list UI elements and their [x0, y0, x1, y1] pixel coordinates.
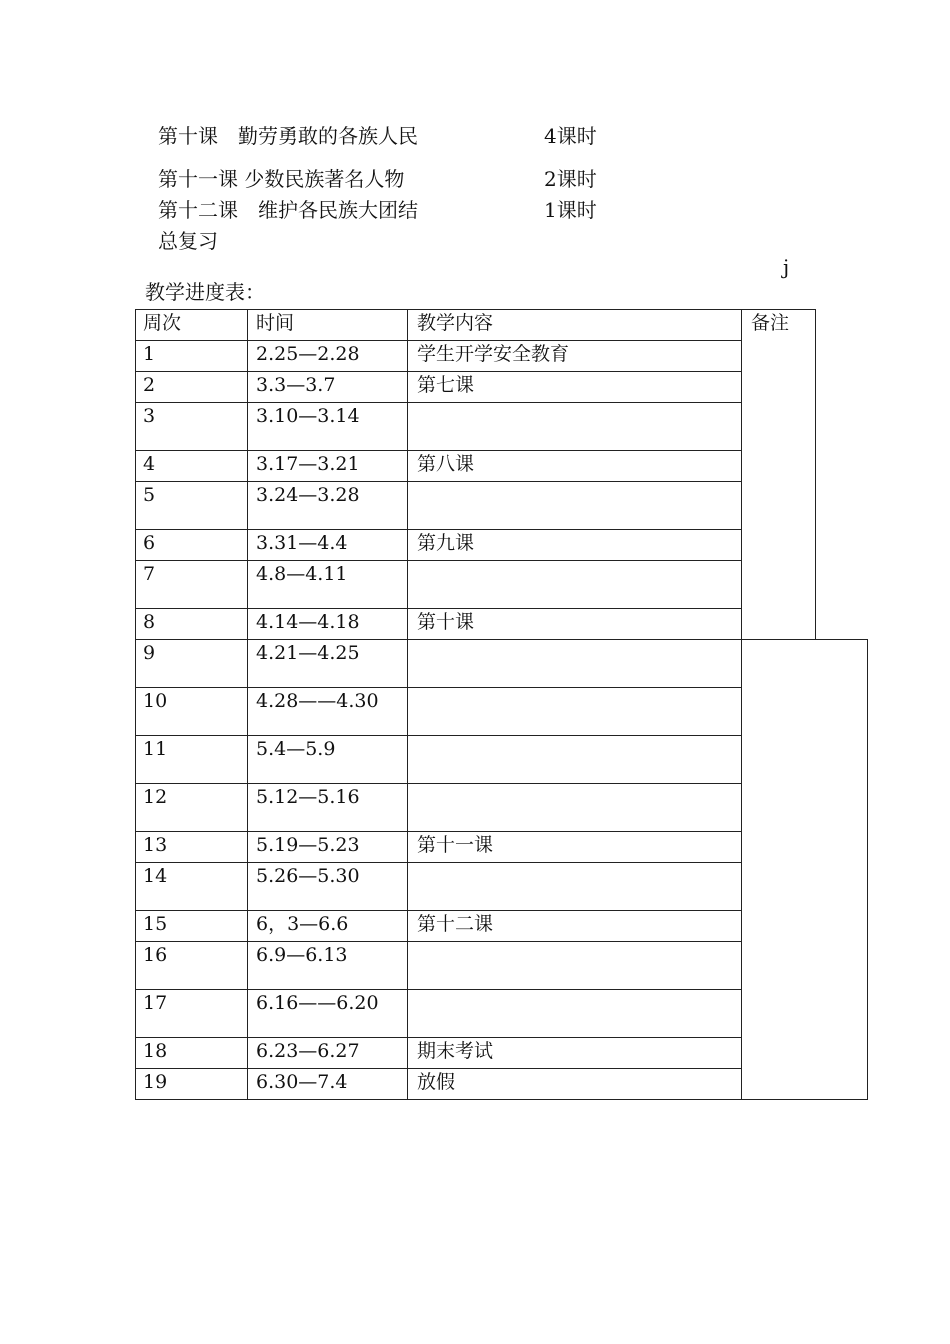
date-range: 6.23—6.27	[256, 1040, 360, 1062]
date-range: 4.21—4.25	[256, 642, 360, 664]
column-border	[407, 309, 408, 1100]
week-number: 6	[143, 532, 156, 554]
lesson-name: 总复习	[158, 229, 218, 253]
lesson-hours: 2课时	[544, 167, 597, 191]
lesson-hours: 4课时	[544, 124, 597, 148]
date-range: 5.12—5.16	[256, 786, 360, 808]
column-header: 周次	[143, 312, 182, 334]
row-border	[741, 639, 868, 640]
week-number: 12	[143, 786, 168, 808]
column-header: 备注	[751, 312, 790, 334]
week-number: 15	[143, 913, 168, 935]
row-border	[135, 910, 742, 911]
week-number: 16	[143, 944, 168, 966]
lesson-content: 第十一课	[417, 834, 494, 856]
column-border	[867, 639, 868, 1100]
lesson-content: 第十二课	[417, 913, 494, 935]
row-border	[135, 481, 742, 482]
column-border	[247, 309, 248, 1100]
row-border	[135, 687, 742, 688]
row-border	[135, 862, 742, 863]
week-number: 10	[143, 690, 168, 712]
row-border	[135, 831, 742, 832]
date-range: 6，3—6.6	[256, 913, 349, 935]
date-range: 3.31—4.4	[256, 532, 348, 554]
date-range: 5.4—5.9	[256, 738, 336, 760]
row-border	[135, 529, 742, 530]
date-range: 4.8—4.11	[256, 563, 348, 585]
row-border	[135, 371, 742, 372]
date-range: 4.28——4.30	[256, 690, 379, 712]
row-border	[741, 1099, 868, 1100]
lesson-content: 学生开学安全教育	[417, 343, 570, 365]
week-number: 1	[143, 343, 156, 365]
column-border	[815, 309, 816, 640]
column-header: 时间	[256, 312, 295, 334]
date-range: 3.17—3.21	[256, 453, 360, 475]
week-number: 7	[143, 563, 156, 585]
date-range: 6.30—7.4	[256, 1071, 348, 1093]
column-border	[741, 309, 742, 1100]
week-number: 5	[143, 484, 156, 506]
date-range: 6.9—6.13	[256, 944, 348, 966]
date-range: 5.19—5.23	[256, 834, 360, 856]
lesson-name: 第十二课 维护各民族大团结	[158, 198, 418, 222]
row-border	[135, 1099, 742, 1100]
week-number: 14	[143, 865, 168, 887]
lesson-name: 第十课 勤劳勇敢的各族人民	[158, 124, 418, 148]
lesson-content: 第七课	[417, 374, 475, 396]
week-number: 11	[143, 738, 168, 760]
lesson-content: 放假	[417, 1071, 456, 1093]
row-border	[135, 340, 742, 341]
row-border	[135, 639, 742, 640]
week-number: 8	[143, 611, 156, 633]
date-range: 3.10—3.14	[256, 405, 360, 427]
lesson-content: 第十课	[417, 611, 475, 633]
week-number: 13	[143, 834, 168, 856]
row-border	[135, 1037, 742, 1038]
week-number: 18	[143, 1040, 168, 1062]
date-range: 6.16——6.20	[256, 992, 379, 1014]
row-border	[135, 941, 742, 942]
row-border	[135, 989, 742, 990]
week-number: 9	[143, 642, 156, 664]
week-number: 2	[143, 374, 156, 396]
week-number: 19	[143, 1071, 168, 1093]
week-number: 17	[143, 992, 168, 1014]
schedule-title: 教学进度表：	[145, 280, 265, 304]
row-border	[135, 608, 742, 609]
week-number: 4	[143, 453, 156, 475]
row-border	[741, 309, 816, 310]
stray-mark: j	[783, 255, 790, 279]
lesson-name: 第十一课 少数民族著名人物	[158, 167, 405, 191]
lesson-hours: 1课时	[544, 198, 597, 222]
date-range: 3.3—3.7	[256, 374, 336, 396]
lesson-content: 第八课	[417, 453, 475, 475]
row-border	[135, 1068, 742, 1069]
date-range: 5.26—5.30	[256, 865, 360, 887]
date-range: 2.25—2.28	[256, 343, 360, 365]
date-range: 3.24—3.28	[256, 484, 360, 506]
row-border	[135, 450, 742, 451]
week-number: 3	[143, 405, 156, 427]
row-border	[135, 402, 742, 403]
row-border	[135, 783, 742, 784]
row-border	[135, 735, 742, 736]
row-border	[135, 560, 742, 561]
lesson-content: 期末考试	[417, 1040, 494, 1062]
date-range: 4.14—4.18	[256, 611, 360, 633]
row-border	[135, 309, 742, 310]
column-header: 教学内容	[417, 312, 494, 334]
lesson-content: 第九课	[417, 532, 475, 554]
column-border	[135, 309, 136, 1100]
